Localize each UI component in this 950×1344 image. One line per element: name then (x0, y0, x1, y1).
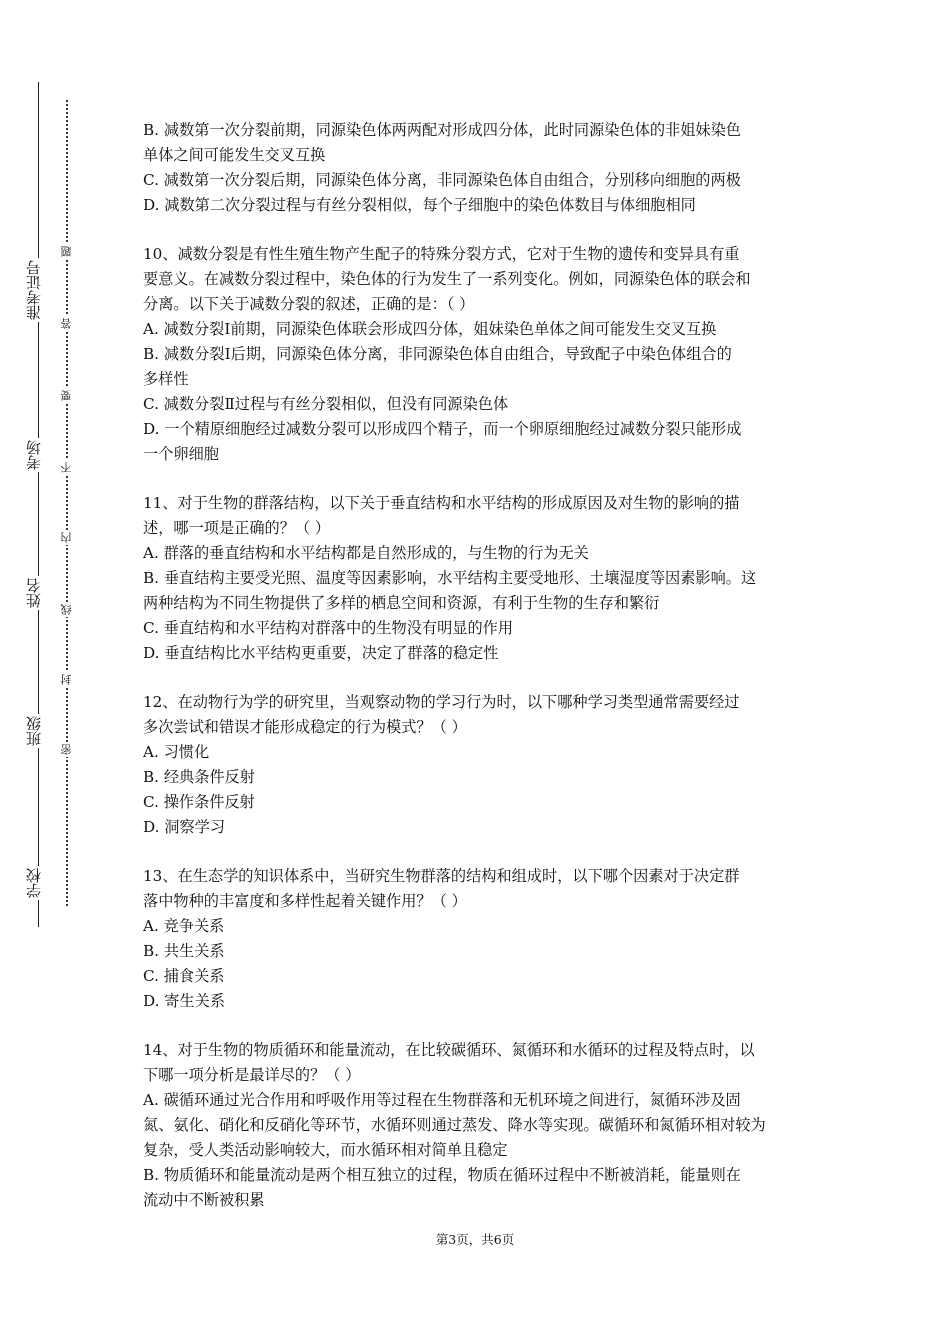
question-stem-line: 落中物种的丰富度和多样性起着关键作用？（ ） (143, 892, 467, 910)
spacer (143, 666, 811, 690)
option-line: B. 减数第一次分裂前期，同源染色体两两配对形成四分体，此时同源染色体的非姐妹染色 (143, 121, 741, 139)
option-line: 一个卵细胞 (143, 445, 219, 463)
question-stem-line: 分离。以下关于减数分裂的叙述，正确的是：（ ） (143, 295, 475, 313)
spacer (143, 1014, 811, 1038)
field-class: 班级 (22, 714, 46, 748)
option-line: C. 减数第一次分裂后期，同源染色体分离，非同源染色体自由组合，分别移向细胞的两极 (143, 171, 741, 189)
question-stem-line: 下哪一项分析是最详尽的？（ ） (143, 1066, 361, 1084)
question-10 (143, 242, 811, 467)
question-stem-line: 13、在生态学的知识体系中，当研究生物群落的结构和组成时，以下哪个因素对于决定群 (143, 867, 740, 885)
option-line: B. 物质循环和能量流动是两个相互独立的过程，物质在循环过程中不断被消耗，能量则在 (143, 1166, 741, 1184)
option-line: D. 垂直结构比水平结构更重要，决定了群落的稳定性 (143, 644, 499, 662)
option-line: C. 操作条件反射 (143, 793, 255, 811)
option-line: D. 寄生关系 (143, 992, 226, 1010)
option-line: A. 习惯化 (143, 743, 210, 761)
option-line: 复杂，受人类活动影响较大，而水循环相对简单且稳定 (143, 1141, 508, 1159)
question-11 (143, 491, 811, 666)
seal-char-bu: 不 (58, 460, 76, 475)
option-line: C. 垂直结构和水平结构对群落中的生物没有明显的作用 (143, 619, 514, 637)
option-line: C. 捕食关系 (143, 967, 225, 985)
option-line: B. 共生关系 (143, 942, 225, 960)
question-stem-line: 12、在动物行为学的研究里，当观察动物的学习行为时，以下哪种学习类型通常需要经过 (143, 693, 740, 711)
seal-char-nei: 内 (58, 530, 76, 545)
option-line: 两种结构为不同生物提供了多样的栖息空间和资源，有利于生物的生存和繁衍 (143, 594, 660, 612)
question-12 (143, 690, 811, 840)
option-line: C. 减数分裂Ⅱ过程与有丝分裂相似，但没有同源染色体 (143, 395, 509, 413)
field-school: 学校 (22, 866, 46, 900)
option-line: 流动中不断被积累 (143, 1191, 265, 1209)
spacer (143, 467, 811, 491)
option-line: 多样性 (143, 370, 189, 388)
question-13 (143, 864, 811, 1014)
seal-char-da: 答 (58, 316, 76, 331)
option-line: B. 减数分裂Ⅰ后期，同源染色体分离，非同源染色体自由组合，导致配子中染色体组合的 (143, 345, 732, 363)
field-name: 姓名 (22, 576, 46, 610)
option-line: A. 减数分裂Ⅰ前期，同源染色体联会形成四分体，姐妹染色单体之间可能发生交叉互换 (143, 320, 717, 338)
option-line: A. 竞争关系 (143, 917, 225, 935)
option-line: 氮、氨化、硝化和反硝化等环节，水循环则通过蒸发、降水等实现。碳循环和氮循环相对较为 (143, 1116, 766, 1134)
question-stem-line: 述，哪一项是正确的？（ ） (143, 519, 331, 537)
question-stem-line: 10、减数分裂是有性生殖生物产生配子的特殊分裂方式，它对于生物的遗传和变异具有重 (143, 245, 740, 263)
question-9-continued (143, 118, 811, 218)
field-exam-id: 准考证号 (22, 258, 46, 322)
binding-margin (0, 0, 110, 1344)
seal-char-feng: 封 (58, 672, 76, 687)
question-stem-line: 多次尝试和错误才能形成稳定的行为模式？（ ） (143, 718, 467, 736)
question-stem-line: 11、对于生物的群落结构，以下关于垂直结构和水平结构的形成原因及对生物的影响的描 (143, 494, 740, 512)
field-exam-room: 考场 (22, 438, 46, 472)
seal-char-ti: 题 (58, 244, 76, 259)
option-line: B. 经典条件反射 (143, 768, 255, 786)
option-line: A. 碳循环通过光合作用和呼吸作用等过程在生物群落和无机环境之间进行，氮循环涉及固 (143, 1091, 741, 1109)
option-line: D. 一个精原细胞经过减数分裂可以形成四个精子，而一个卵原细胞经过减数分裂只能形成 (143, 420, 742, 438)
question-list (143, 118, 811, 1213)
seal-char-xian: 线 (58, 602, 76, 617)
seal-char-yao: 要 (58, 388, 76, 403)
question-14 (143, 1038, 811, 1213)
spacer (143, 840, 811, 864)
binding-dotted-line (66, 100, 68, 906)
page-number: 第3页，共6页 (435, 1232, 515, 1247)
spacer (143, 218, 811, 242)
option-line: 单体之间可能发生交叉互换 (143, 146, 326, 164)
option-line: A. 群落的垂直结构和水平结构都是自然形成的，与生物的行为无关 (143, 544, 589, 562)
option-line: D. 洞察学习 (143, 818, 226, 836)
binding-solid-line (38, 82, 39, 927)
option-line: D. 减数第二次分裂过程与有丝分裂相似，每个子细胞中的染色体数目与体细胞相同 (143, 196, 696, 214)
question-stem-line: 14、对于生物的物质循环和能量流动，在比较碳循环、氮循环和水循环的过程及特点时，以 (143, 1041, 755, 1059)
question-stem-line: 要意义。在减数分裂过程中，染色体的行为发生了一系列变化。例如，同源染色体的联会和 (143, 270, 751, 288)
seal-char-mi: 密 (58, 742, 76, 757)
option-line: B. 垂直结构主要受光照、温度等因素影响，水平结构主要受地形、土壤湿度等因素影响。这 (143, 569, 757, 587)
